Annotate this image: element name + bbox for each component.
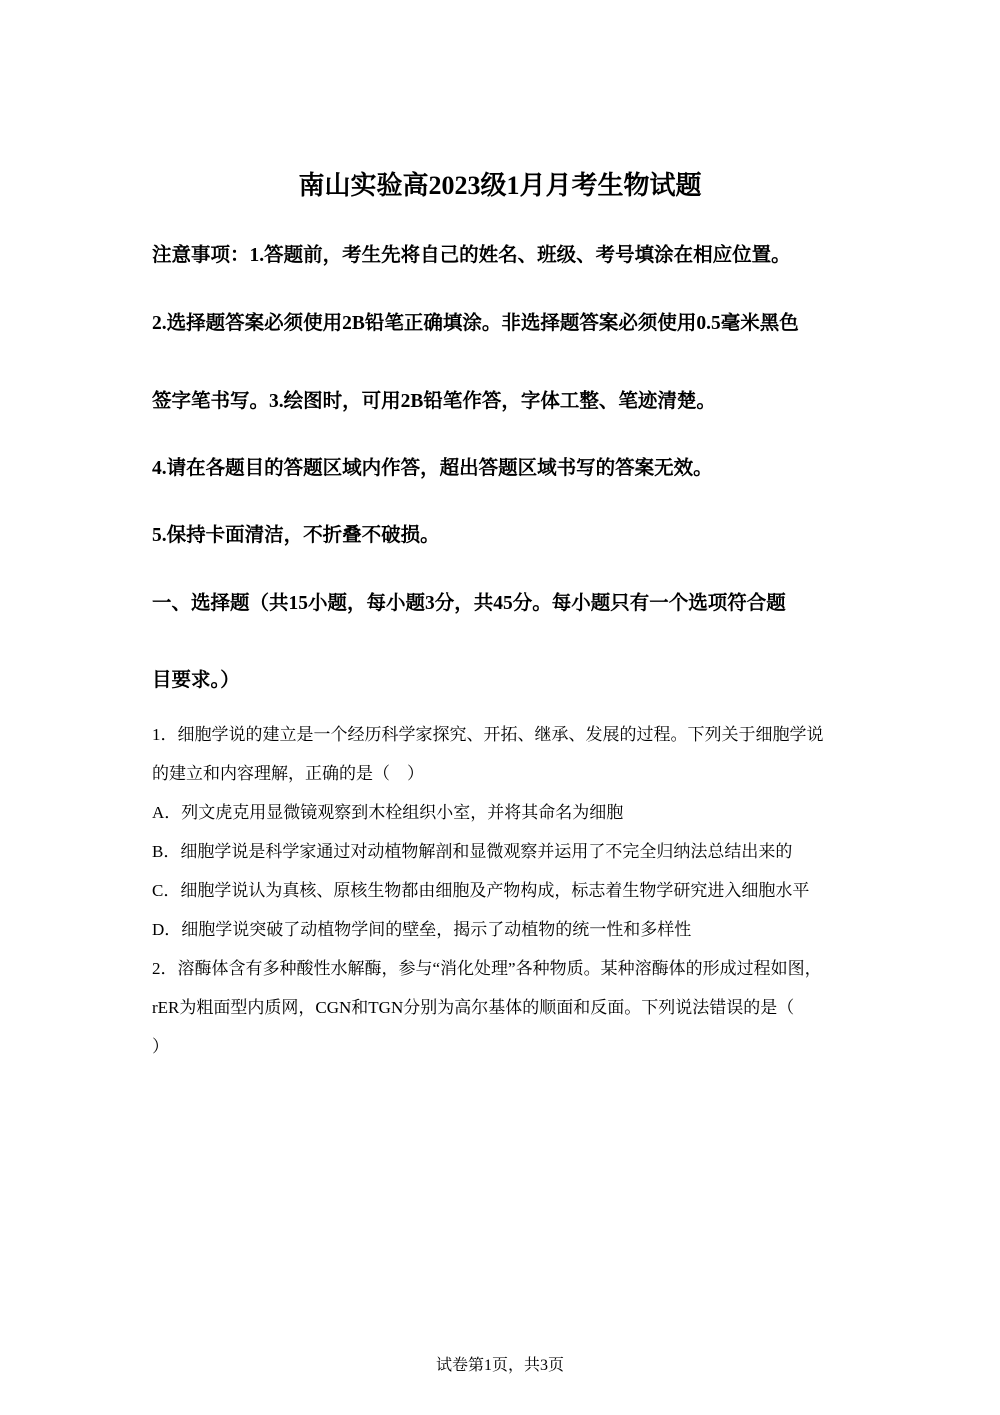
- exam-title: 南山实验高2023级1月月考生物试题: [298, 171, 702, 200]
- question-1-stem-line-2: 的建立和内容理解，正确的是（ ）: [152, 764, 424, 783]
- question-1-stem-line-1: 1．细胞学说的建立是一个经历科学家探究、开拓、继承、发展的过程。下列关于细胞学说: [152, 725, 824, 744]
- section-heading-line-1: 一、选择题（共15小题，每小题3分，共45分。每小题只有一个选项符合题: [152, 593, 786, 614]
- notice-line-1: 注意事项：1.答题前，考生先将自己的姓名、班级、考号填涂在相应位置。: [152, 245, 791, 266]
- question-2-stem-line-2: rER为粗面型内质网，CGN和TGN分别为高尔基体的顺面和反面。下列说法错误的是（: [152, 998, 795, 1017]
- question-2-stem-line-1: 2．溶酶体含有多种酸性水解酶，参与“消化处理”各种物质。某种溶酶体的形成过程如图，: [152, 959, 822, 978]
- notice-line-5: 5.保持卡面清洁，不折叠不破损。: [152, 525, 440, 546]
- notice-line-4: 4.请在各题目的答题区域内作答，超出答题区域书写的答案无效。: [152, 458, 713, 479]
- notice-line-3: 签字笔书写。3.绘图时，可用2B铅笔作答，字体工整、笔迹清楚。: [152, 391, 716, 412]
- question-1-option-d: D．细胞学说突破了动植物学间的壁垒，揭示了动植物的统一性和多样性: [152, 920, 692, 939]
- question-1-option-b: B．细胞学说是科学家通过对动植物解剖和显微观察并运用了不完全归纳法总结出来的: [152, 842, 793, 861]
- question-1-option-c: C．细胞学说认为真核、原核生物都由细胞及产物构成，标志着生物学研究进入细胞水平: [152, 881, 810, 900]
- page-footer: 试卷第1页，共3页: [435, 1357, 564, 1374]
- question-1-option-a: A．列文虎克用显微镜观察到木栓组织小室，并将其命名为细胞: [152, 803, 624, 822]
- notice-line-2: 2.选择题答案必须使用2B铅笔正确填涂。非选择题答案必须使用0.5毫米黑色: [152, 313, 799, 334]
- question-2-stem-line-3: ）: [152, 1037, 169, 1056]
- section-heading-line-2: 目要求。）: [152, 670, 240, 691]
